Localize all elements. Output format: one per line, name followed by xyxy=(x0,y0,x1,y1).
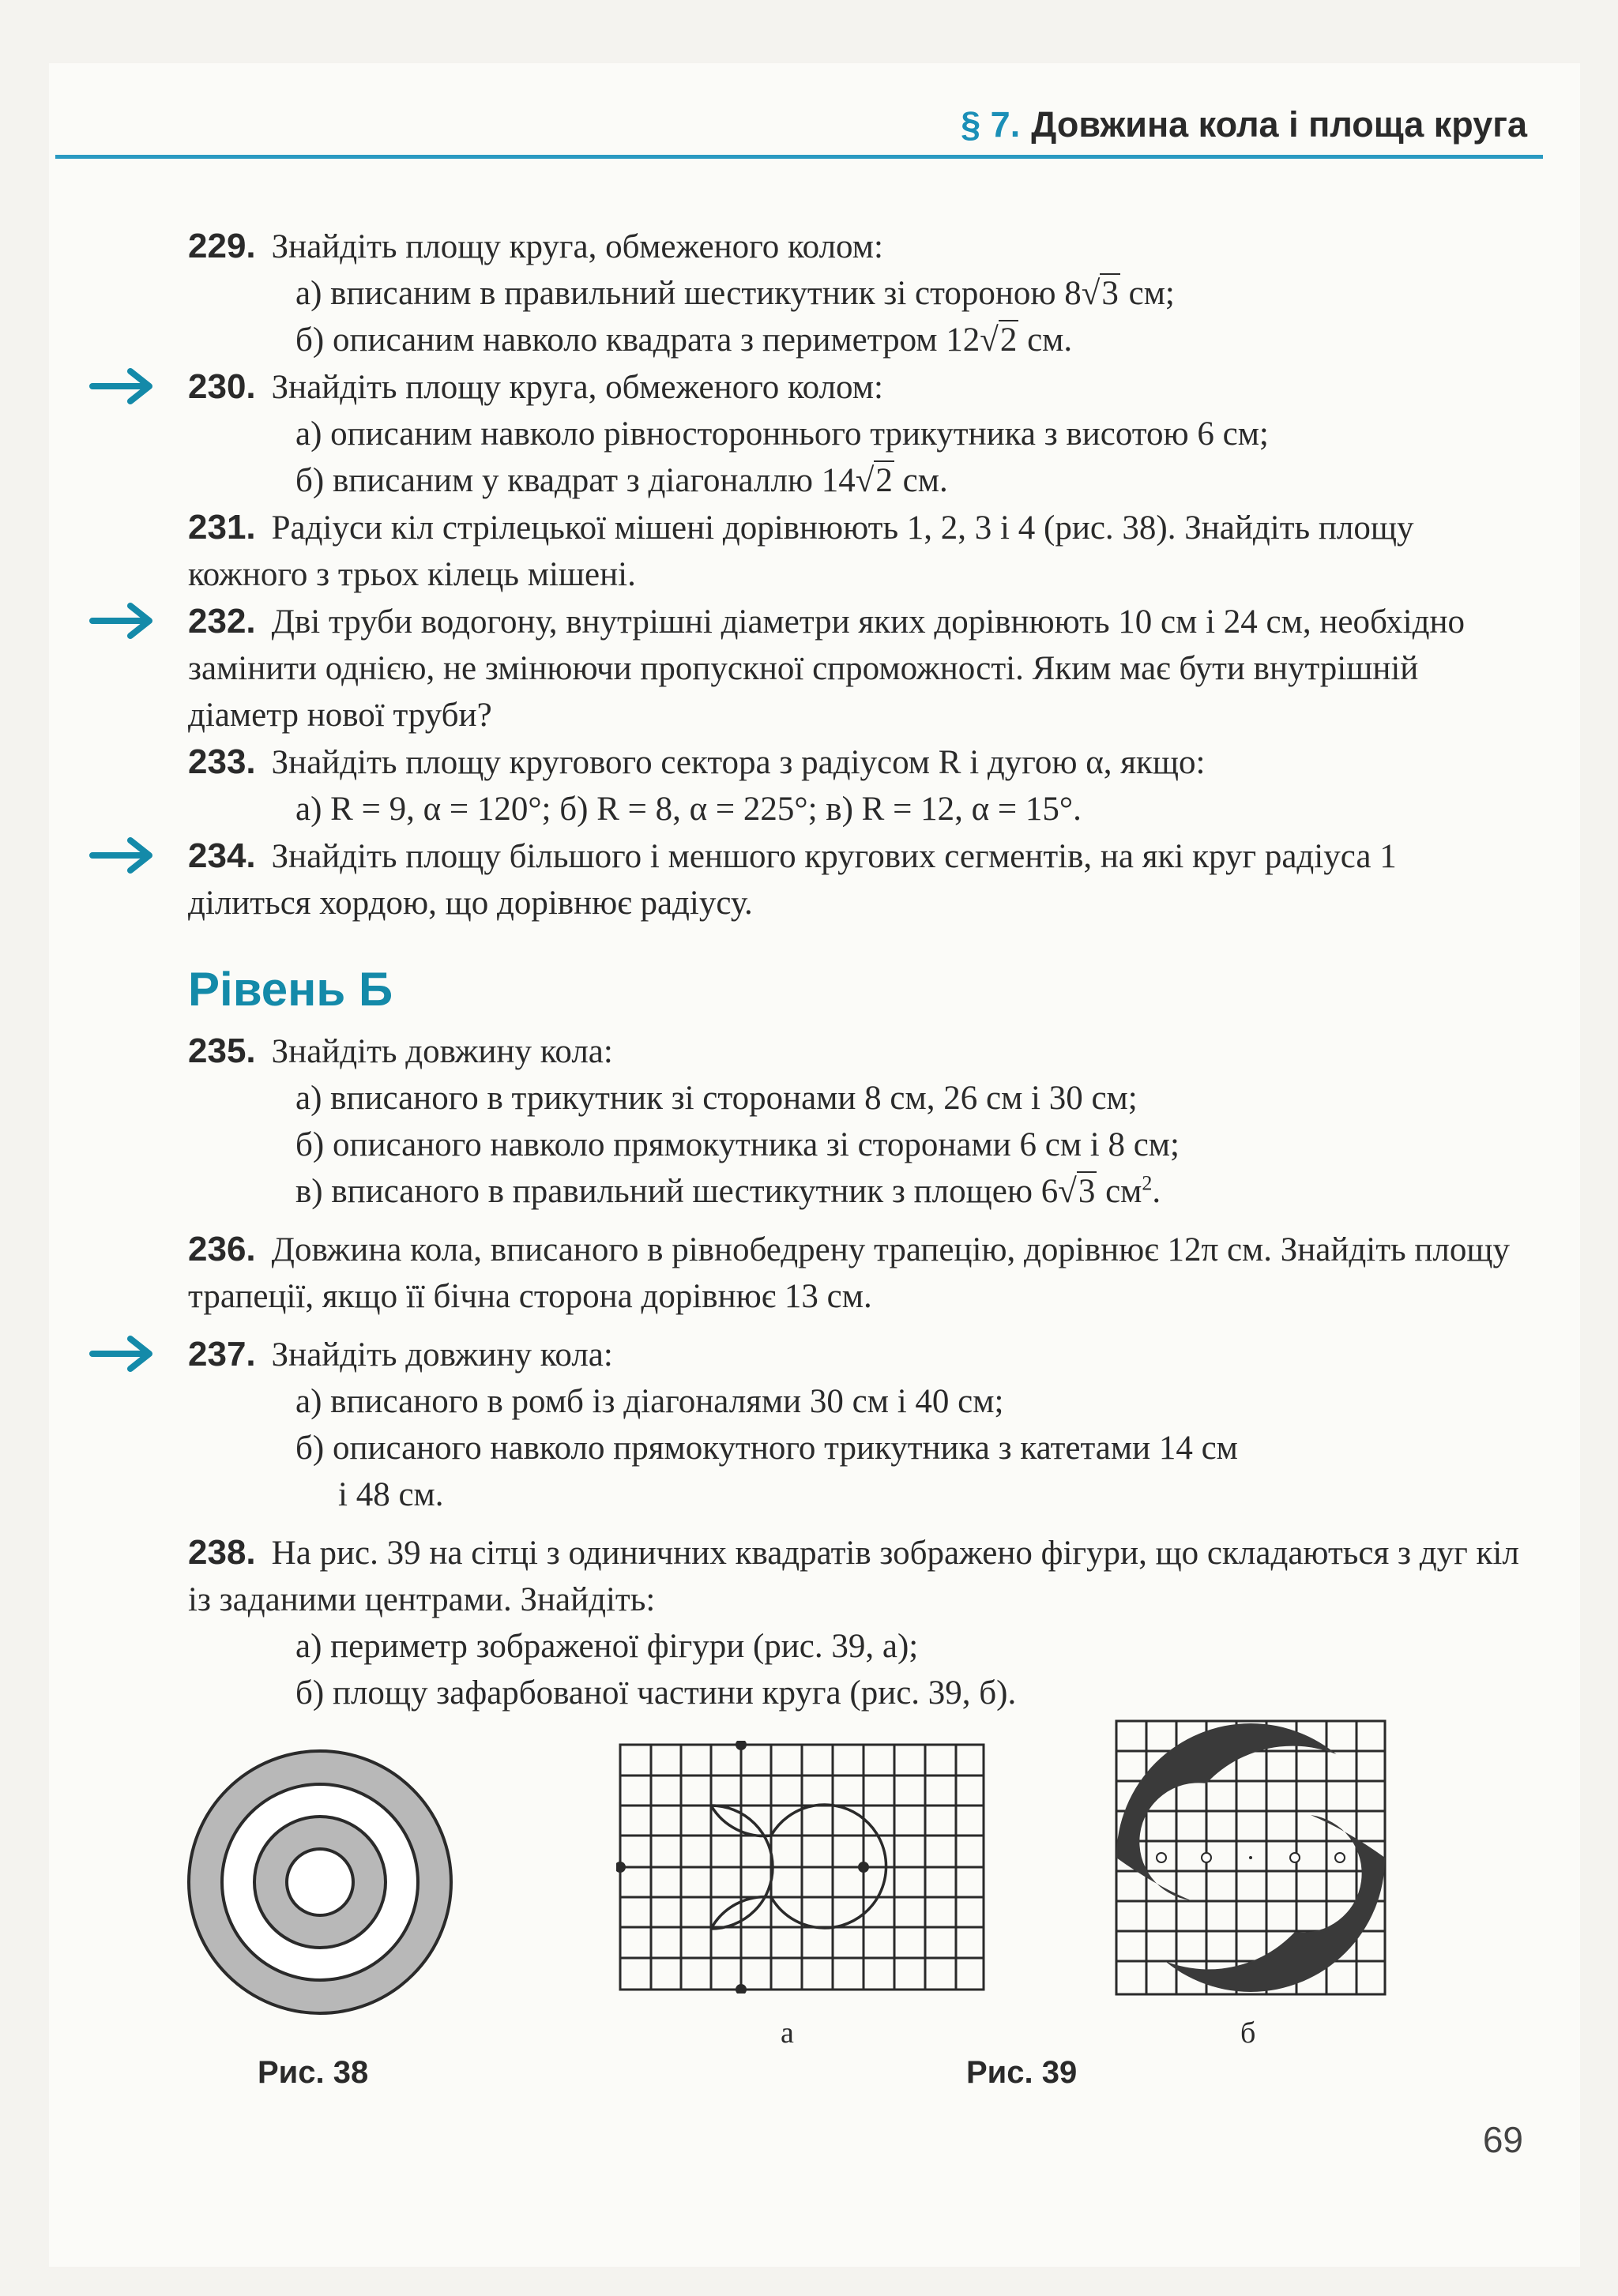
level-heading: Рівень Б xyxy=(188,963,393,1016)
problem-number: 234. xyxy=(188,836,256,875)
page-header xyxy=(961,104,1527,145)
problems-content xyxy=(188,223,1527,1716)
sqrt-expression: √3 xyxy=(1058,1173,1096,1210)
problem-text: Довжина кола, вписаного в рівнобедрену трапецію, дорівнює 12π см. Знайдіть площу трапеції, якщо її бічна сторона дорівнює 13 см. xyxy=(188,1231,1510,1315)
problem-text: Знайдіть площу кругового сектора з радіусом R і дугою α, якщо: xyxy=(271,744,1206,781)
arrow-icon xyxy=(89,601,156,641)
problem-text: Радіуси кіл стрілецької мішені дорівнюють 1, 2, 3 і 4 (рис. 38). Знайдіть площу кожного з трьох кілець мішені. xyxy=(188,509,1414,593)
radicand: 3 xyxy=(1078,1173,1096,1210)
problem-237 xyxy=(188,1331,1527,1518)
problem-part-b: б) площу зафарбованої частини круга (рис. 39, б). xyxy=(295,1674,1017,1712)
problem-230 xyxy=(188,363,1527,504)
problem-236 xyxy=(188,1226,1527,1320)
problem-part-c xyxy=(188,1168,1527,1215)
problem-text: Знайдіть довжину кола: xyxy=(271,1033,613,1070)
header-rule xyxy=(55,155,1543,159)
problem-234 xyxy=(188,832,1527,926)
arrow-icon xyxy=(89,836,156,875)
figure-39a-grid xyxy=(616,1741,988,1993)
problem-229 xyxy=(188,223,1527,363)
problem-text: На рис. 39 на сітці з одиничних квадратів зображено фігури, що складаються з дуг кіл із заданими центрами. Знайдіть: xyxy=(188,1535,1519,1618)
section-number: § 7. xyxy=(961,104,1021,145)
problem-number: 232. xyxy=(188,602,256,641)
sqrt-expression: √3 xyxy=(1081,275,1119,312)
problem-number: 238. xyxy=(188,1533,256,1572)
problem-text: Знайдіть площу більшого і меншого кругових сегментів, на які круг радіуса 1 ділиться хордою, що дорівнює радіусу. xyxy=(188,838,1397,922)
figure-39b-caption: б xyxy=(1240,2016,1256,2050)
sqrt-expression: √2 xyxy=(980,321,1018,359)
problem-number: 237. xyxy=(188,1335,256,1373)
sqrt-expression: √2 xyxy=(855,462,893,499)
figure-39a-caption: а xyxy=(781,2016,794,2050)
problem-text: Знайдіть площу круга, обмеженого колом: xyxy=(271,369,883,406)
part-text: в) вписаного в правильний шестикутник з площею 6 xyxy=(295,1173,1059,1210)
problem-text: Знайдіть площу круга, обмеженого колом: xyxy=(271,228,883,265)
problem-232 xyxy=(188,598,1527,738)
problem-number: 230. xyxy=(188,367,256,406)
problem-number: 235. xyxy=(188,1032,256,1070)
part-text-end: см. xyxy=(1018,321,1073,359)
figure-39b-grid xyxy=(1114,1719,1387,1997)
part-text: б) описаним навколо квадрата з периметром 12 xyxy=(295,321,980,359)
figure-38-target xyxy=(183,1745,457,2019)
problem-part-b: б) описаного навколо прямокутника зі сторонами 6 см і 8 см; xyxy=(295,1126,1180,1163)
part-text: а) вписаним в правильний шестикутник зі стороною 8 xyxy=(295,275,1082,312)
part-text-end: см; xyxy=(1119,275,1175,312)
radicand: 2 xyxy=(875,462,893,499)
figure-38-label: Рис. 38 xyxy=(258,2055,369,2090)
problem-text: Знайдіть довжину кола: xyxy=(271,1336,613,1373)
part-text-end: см. xyxy=(894,462,948,499)
problem-part-b: б) описаного навколо прямокутного трикутника з катетами 14 см xyxy=(295,1430,1238,1467)
radicand: 2 xyxy=(999,321,1018,359)
figure-39-label: Рис. 39 xyxy=(966,2055,1078,2090)
problem-parts: а) R = 9, α = 120°; б) R = 8, α = 225°; в) R = 12, α = 15°. xyxy=(295,791,1082,828)
problem-text: Дві труби водогону, внутрішні діаметри яких дорівнюють 10 см і 24 см, необхідно замінити однією, не змінюючи пропускної спроможності. Яким має бути внутрішній діаметр нової труби? xyxy=(188,603,1466,734)
unit: см xyxy=(1097,1173,1142,1210)
arrow-icon xyxy=(89,1334,156,1373)
radicand: 3 xyxy=(1101,275,1119,312)
problem-part-a: а) периметр зображеної фігури (рис. 39, а); xyxy=(295,1628,919,1665)
problem-part-a xyxy=(188,270,1527,317)
problem-part-b-cont: і 48 см. xyxy=(338,1476,444,1513)
problem-part-a: а) описаним навколо рівностороннього трикутника з висотою 6 см; xyxy=(295,415,1269,453)
problem-238 xyxy=(188,1529,1527,1716)
section-title: Довжина кола і площа круга xyxy=(1031,104,1527,145)
problem-number: 236. xyxy=(188,1230,256,1268)
problem-235 xyxy=(188,1028,1527,1215)
arrow-icon xyxy=(89,366,156,406)
page-number: 69 xyxy=(1482,2119,1523,2160)
problem-number: 231. xyxy=(188,508,256,547)
problem-number: 233. xyxy=(188,742,256,781)
problem-part-b xyxy=(188,317,1527,363)
problem-233 xyxy=(188,738,1527,832)
unit-exponent: 2 xyxy=(1142,1171,1153,1195)
period: . xyxy=(1152,1173,1161,1210)
problem-part-a: а) вписаного в ромб із діагоналями 30 см і 40 см; xyxy=(295,1383,1004,1420)
problem-number: 229. xyxy=(188,227,256,265)
problem-part-a: а) вписаного в трикутник зі сторонами 8 см, 26 см і 30 см; xyxy=(295,1080,1138,1117)
part-text: б) вписаним у квадрат з діагоналлю 14 xyxy=(295,462,856,499)
problem-231 xyxy=(188,504,1527,598)
ring-1 xyxy=(287,1849,353,1915)
problem-part-b xyxy=(188,457,1527,504)
